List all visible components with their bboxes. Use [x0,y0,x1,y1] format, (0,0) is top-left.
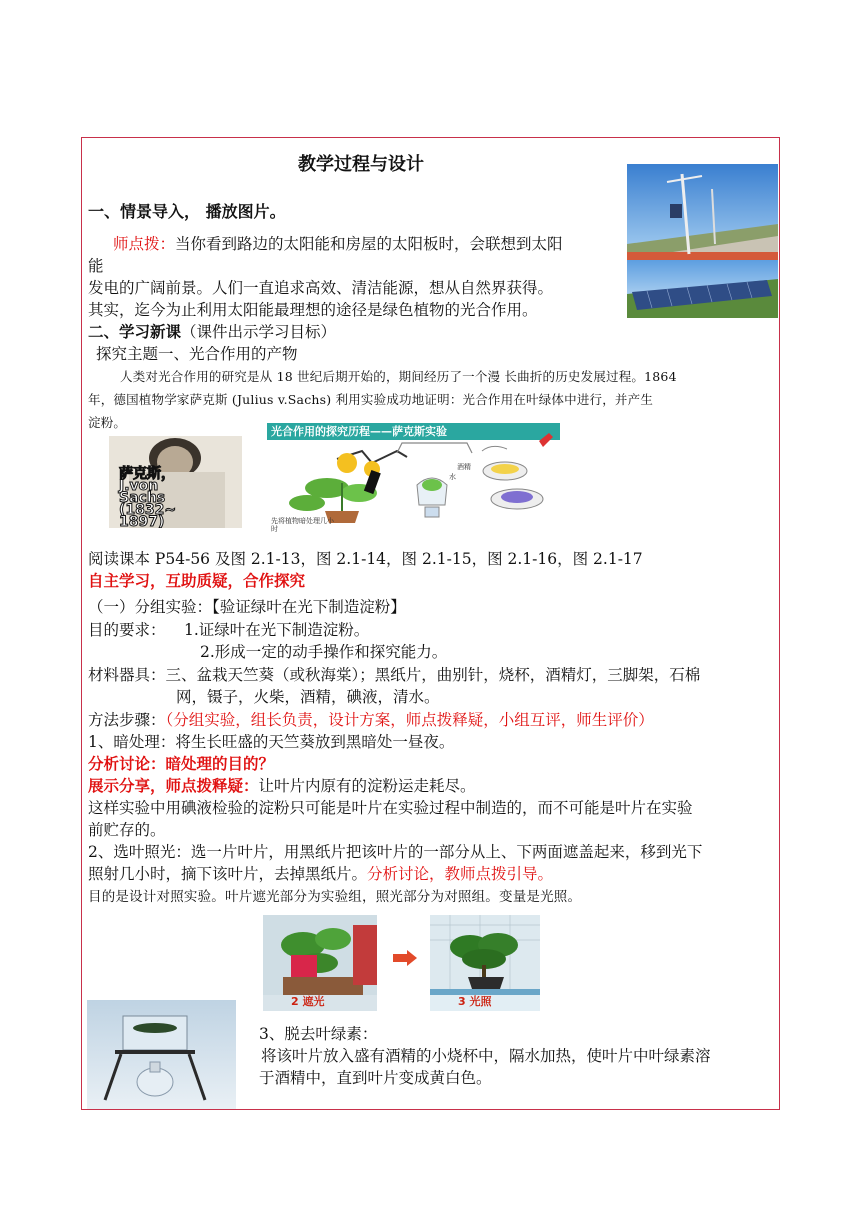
section-heading-2-text: 二、学习新课 [88,323,182,341]
step-3-line2: 于酒精中，直到叶片变成黄白色。 [259,1069,492,1087]
diagram-caption-1: 先将植物暗处理几小 [271,517,334,525]
plant-lighted-photo [430,915,540,1011]
portrait-caption-2: J.von [119,478,159,494]
share-label: 展示分享，师点拨释疑： [88,777,259,795]
experiment-title: （一）分组实验：【验证绿叶在光下制造淀粉】 [88,598,406,616]
share-line [88,775,476,797]
reading-assignment: 阅读课本 P54-56 及图 2.1-13，图 2.1-14，图 2.1-15，图 2.1-16，图 2.1-17 [88,550,643,568]
portrait-caption-5: 1897) [119,514,165,528]
share-text: 让叶片内原有的淀粉运走耗尽。 [258,777,476,795]
materials-label: 材料器具： [88,666,166,684]
method-line [88,709,654,731]
section-heading-2 [88,321,336,343]
portrait-caption-4: (1832~ [119,502,177,518]
portrait-caption-3: Sachs [119,490,166,506]
diagram-label-water: 水 [449,473,456,481]
photo-label-light: 3 光照 [458,995,492,1008]
goal-2: 2.形成一定的动手操作和探究能力。 [200,643,448,661]
teacher-tip-line1 [113,233,563,255]
sachs-portrait [109,436,242,528]
goal-label: 目的要求： [88,621,166,639]
teacher-tip-line2: 发电的广阔前景。人们一直追求高效、清洁能源，想从自然界获得。 [88,279,554,297]
step-2-line2 [88,863,553,885]
method-note: （分组实验，组长负责，设计方案，师点拨释疑，小组互评，师生评价） [165,711,654,729]
step-3-line1: 将该叶片放入盛有酒精的小烧杯中，隔水加热，使叶片中叶绿素溶 [261,1047,711,1065]
self-study-note: 自主学习，互助质疑，合作探究 [88,572,306,590]
materials-line2: 网，镊子，火柴，酒精，碘液，清水。 [176,688,440,706]
teacher-tip-text: 当你看到路边的太阳能和房屋的太阳板时，会联想到太阳 [175,235,563,253]
photo-label-shade: 2 遮光 [291,995,325,1008]
materials-text-1: 三、盆栽天竺葵（或秋海棠）；黑纸片，曲别针，烧杯，酒精灯，三脚架，石棉 [165,666,701,684]
discussion-1: 分析讨论：暗处理的目的？ [88,755,275,773]
history-line2: 年，德国植物学家萨克斯 (Julius v.Sachs) 利用实验成功地证明：光合作用在叶绿体中进行，并产生 [88,392,654,407]
teacher-tip-line1b: 能 [88,257,104,275]
beaker-heating-photo [87,1000,236,1109]
section-heading-1: 一、情景导入， 播放图片。 [88,202,286,221]
history-line1: 人类对光合作用的研究是从 18 世纪后期开始的，期间经历了一个漫 长曲折的历史发展过程。1864 [120,369,677,384]
teacher-tip-line3: 其实，迄今为止利用太阳能最理想的途径是绿色植物的光合作用。 [88,301,538,319]
sachs-experiment-diagram [267,423,560,534]
diagram-banner: 光合作用的探究历程——萨克斯实验 [271,425,447,438]
diagram-caption-2: 时 [271,525,278,533]
explanation-line2: 前贮存的。 [88,821,166,839]
method-label: 方法步骤： [88,711,166,729]
history-line3: 淀粉。 [88,415,127,430]
topic-title: 探究主题一、光合作用的产物 [96,345,298,363]
step-2-text: 照射几小时，摘下该叶片，去掉黑纸片。 [88,865,368,883]
goal-1: 1.证绿叶在光下制造淀粉。 [184,621,370,639]
portrait-caption-1: 萨克斯， [119,466,175,482]
solar-panels-photo [627,164,778,318]
materials-line1 [88,664,700,686]
explanation-line1: 这样实验中用碘液检验的淀粉只可能是叶片在实验过程中制造的，而不可能是叶片在实验 [88,799,693,817]
purpose-line: 目的是设计对照实验。叶片遮光部分为实验组，照光部分为对照组。变量是光照。 [88,889,582,905]
teacher-tip-label: 师点拨： [113,235,176,253]
plant-shaded-photo [263,915,377,1011]
discussion-2: 分析讨论，教师点拨引导。 [367,865,554,883]
arrow-right-icon [393,950,417,966]
step-2-line1: 2、选叶照光：选一片叶片，用黑纸片把该叶片的一部分从上、下两面遮盖起来，移到光下 [88,843,703,861]
step-3-title: 3、脱去叶绿素： [259,1025,378,1043]
section-heading-2-note: （课件出示学习目标） [181,323,337,341]
step-1: 1、暗处理：将生长旺盛的天竺葵放到黑暗处一昼夜。 [88,733,455,751]
diagram-label-alcohol: 酒精 [457,463,471,471]
page-title: 教学过程与设计 [298,154,424,175]
